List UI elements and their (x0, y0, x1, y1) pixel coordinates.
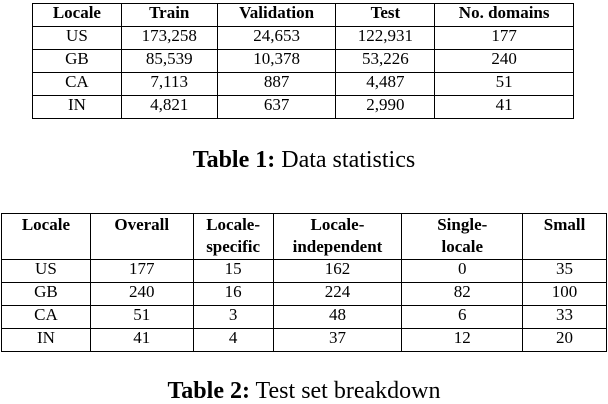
caption-label: Table 2: (167, 378, 250, 404)
table-cell: 33 (523, 306, 607, 329)
table-cell: IN (2, 329, 91, 352)
header-line: Overall (114, 215, 170, 234)
table-cell: 53,226 (336, 50, 435, 73)
table-cell: 51 (90, 306, 193, 329)
table-cell: 15 (193, 260, 273, 283)
table-cell: 41 (90, 329, 193, 352)
table-2-caption (0, 378, 608, 404)
column-header-small (523, 214, 607, 260)
header-line: locale (441, 237, 484, 256)
table-cell: 2,990 (336, 96, 435, 119)
column-header-locale-independent (273, 214, 402, 260)
table-cell: CA (2, 306, 91, 329)
table-cell: 12 (402, 329, 523, 352)
table-row (33, 96, 574, 119)
table-row (33, 73, 574, 96)
table-cell: 240 (90, 283, 193, 306)
table-cell: 82 (402, 283, 523, 306)
table-cell: GB (2, 283, 91, 306)
column-header-validation: Validation (217, 4, 336, 27)
table-cell: 10,378 (217, 50, 336, 73)
column-header-train: Train (121, 4, 217, 27)
table-cell: 16 (193, 283, 273, 306)
table-cell: 240 (435, 50, 574, 73)
caption-label: Table 1: (192, 147, 276, 173)
header-line: Locale- (310, 215, 365, 234)
test-set-breakdown-table (1, 213, 607, 352)
table-cell: US (33, 27, 122, 50)
column-header-test: Test (336, 4, 435, 27)
table-header-row (2, 214, 607, 260)
caption-text: Test set breakdown (255, 378, 441, 404)
table-cell: 7,113 (121, 73, 217, 96)
table-cell: 100 (523, 283, 607, 306)
table-cell: 20 (523, 329, 607, 352)
column-header-overall (90, 214, 193, 260)
column-header-locale (2, 214, 91, 260)
table-header-row (33, 4, 574, 27)
table-cell: 4,821 (121, 96, 217, 119)
table-cell: 85,539 (121, 50, 217, 73)
header-line: Single- (437, 215, 488, 234)
table-cell: CA (33, 73, 122, 96)
table-row (2, 306, 607, 329)
table-cell: 41 (435, 96, 574, 119)
table-cell: 224 (273, 283, 402, 306)
table-1-caption (0, 147, 608, 174)
header-line: Locale- (206, 215, 261, 234)
table-cell: 177 (435, 27, 574, 50)
table-row (2, 283, 607, 306)
table-row (33, 27, 574, 50)
data-statistics-table (32, 3, 574, 119)
table-cell: 37 (273, 329, 402, 352)
table-cell: 0 (402, 260, 523, 283)
table-cell: IN (33, 96, 122, 119)
header-line: Small (543, 215, 586, 234)
column-header-locale: Locale (33, 4, 122, 27)
column-header-locale-specific (193, 214, 273, 260)
header-line: independent (292, 237, 383, 256)
table-cell: 887 (217, 73, 336, 96)
table-cell: 35 (523, 260, 607, 283)
table-cell: 51 (435, 73, 574, 96)
table-cell: 637 (217, 96, 336, 119)
column-header-no-domains: No. domains (435, 4, 574, 27)
table-cell: 162 (273, 260, 402, 283)
table-cell: 122,931 (336, 27, 435, 50)
table-cell: 6 (402, 306, 523, 329)
table-cell: 48 (273, 306, 402, 329)
table-row (2, 260, 607, 283)
table-cell: 3 (193, 306, 273, 329)
header-line: specific (206, 237, 261, 256)
table-cell: 4 (193, 329, 273, 352)
table-row (2, 329, 607, 352)
table-cell: 4,487 (336, 73, 435, 96)
table-cell: GB (33, 50, 122, 73)
column-header-single-locale (402, 214, 523, 260)
table-cell: 177 (90, 260, 193, 283)
caption-text: Data statistics (281, 147, 416, 173)
table-cell: US (2, 260, 91, 283)
table-cell: 173,258 (121, 27, 217, 50)
header-line: Locale (21, 215, 70, 234)
table-row (33, 50, 574, 73)
table-cell: 24,653 (217, 27, 336, 50)
